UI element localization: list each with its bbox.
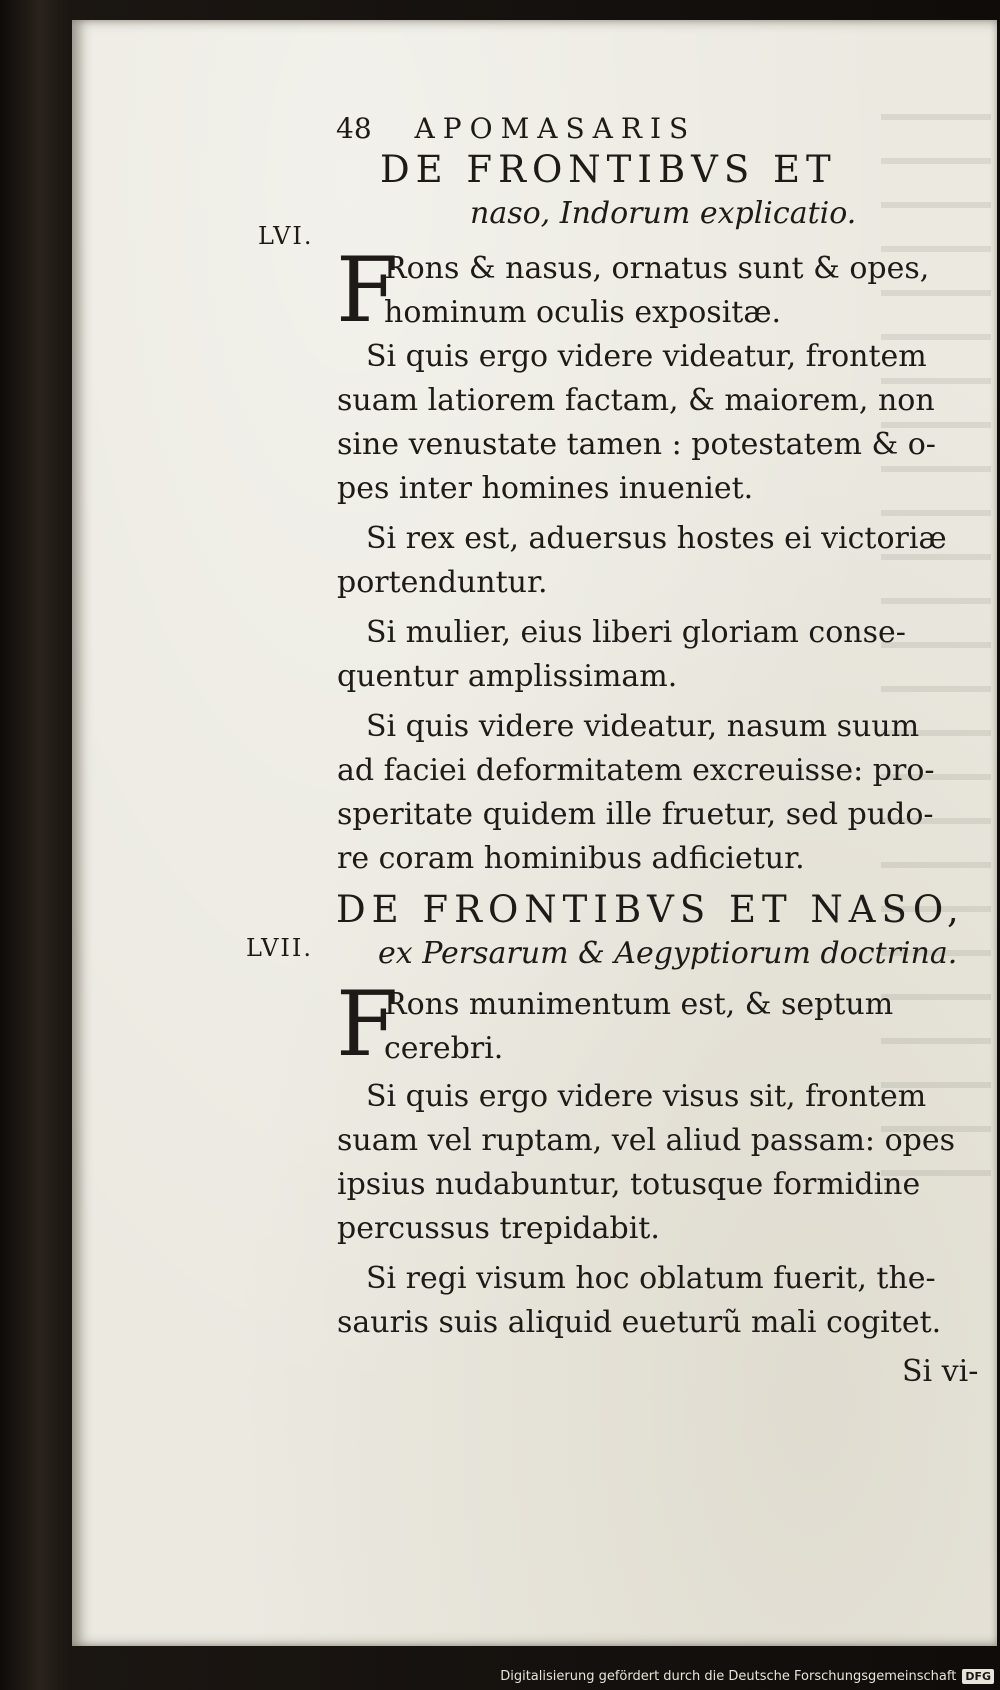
drop-cap: F (336, 238, 399, 343)
text-line: cerebri. (384, 1031, 504, 1066)
section-title: DE FRONTIBVS ET NASO, (336, 888, 965, 931)
text-line: sine venustate tamen : potestatem & o- (337, 427, 936, 462)
text-line: Rons & nasus, ornatus sunt & opes, (384, 251, 930, 286)
text-line: suam latiorem factam, & maiorem, non (337, 383, 935, 418)
text-line: re coram hominibus adficietur. (337, 841, 805, 876)
dfg-logo-icon: DFG (962, 1669, 994, 1684)
running-title: APOMASARIS (414, 112, 697, 145)
text-line: Si quis videre videatur, nasum suum (366, 709, 920, 744)
text-line: Si quis ergo videre videatur, frontem (366, 339, 927, 374)
section-subtitle: naso, Indorum explicatio. (470, 196, 857, 231)
credit-text: Digitalisierung gefördert durch die Deutsche Forschungsgemeinschaft (500, 1669, 957, 1684)
catchword: Si vi- (902, 1354, 979, 1389)
text-line: Si mulier, eius liberi gloriam conse- (366, 615, 906, 650)
text-line: hominum oculis expositæ. (384, 295, 782, 330)
text-line: ad faciei deformitatem excreuisse: pro- (337, 753, 935, 788)
text-line: pes inter homines inueniet. (337, 471, 754, 506)
running-header (336, 112, 856, 145)
text-line: quentur amplissimam. (337, 659, 678, 694)
text-line: Si regi visum hoc oblatum fuerit, the- (366, 1261, 936, 1296)
section-number: LVI. (258, 222, 314, 250)
section-number: LVII. (246, 934, 314, 962)
page-number: 48 (336, 112, 372, 145)
text-line: sauris suis aliquid eueturũ mali cogitet. (337, 1305, 942, 1340)
section-subtitle: ex Persarum & Aegyptiorum doctrina. (378, 936, 958, 971)
digitization-credit (500, 1669, 994, 1684)
text-line: portenduntur. (337, 565, 548, 600)
text-line: Si quis ergo videre visus sit, frontem (366, 1079, 927, 1114)
text-line: ipsius nudabuntur, totusque formidine (337, 1167, 921, 1202)
drop-cap: F (336, 972, 399, 1077)
text-line: speritate quidem ille fruetur, sed pudo- (337, 797, 934, 832)
text-line: percussus trepidabit. (337, 1211, 660, 1246)
section-title: DE FRONTIBVS ET (380, 148, 837, 191)
text-line: suam vel ruptam, vel aliud passam: opes (337, 1123, 955, 1158)
text-line: Rons munimentum est, & septum (384, 987, 894, 1022)
text-line: Si rex est, aduersus hostes ei victoriæ (366, 521, 947, 556)
